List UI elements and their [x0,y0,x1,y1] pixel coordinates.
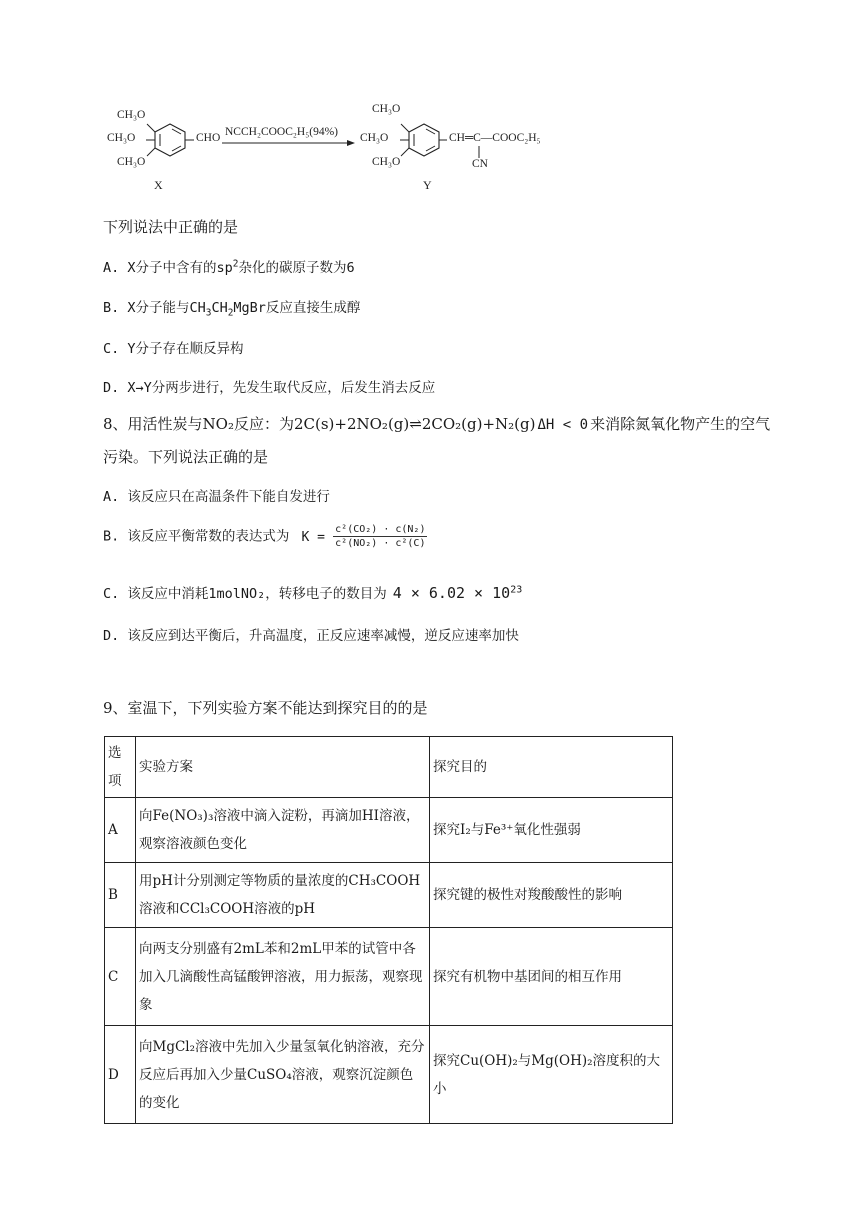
x-label: X [154,178,163,192]
x-methoxy-mid: CH₃O [107,132,136,144]
table-row: C 向两支分别盛有2mL苯和2mL甲苯的试管中各加入几滴酸性高锰酸钾溶液，用力振荡，观察现象 探究有机物中基团间的相互作用 [105,928,673,1026]
table-row: A 向Fe(NO₃)₃溶液中滴入淀粉，再滴加HI溶液，观察溶液颜色变化 探究I₂与Fe³⁺氧化性强弱 [105,798,673,863]
reaction-bonds [0,0,860,200]
q9-stem: 9、室温下，下列实验方案不能达到探究目的的是 [103,699,428,717]
y-side-chain: CH═C—COOC₂H₅ [449,132,541,144]
q8-stem-line2: 污染。下列说法正确的是 [103,448,269,466]
experiment-table [104,736,673,1124]
q8-option-b: B. 该反应平衡常数的表达式为 K = $\frac{\text{c²(CO₂) · c(N₂)}}{\text{c²(NO₂) · c²(C)}}$ [103,524,426,549]
q7-option-d: D. X→Y分两步进行，先发生取代反应，后发生消去反应 [103,380,436,396]
q8-stem-line1: 8、用活性炭与NO₂反应：为2C(s)+2NO₂(g)⇌2CO₂(g)+N₂(g) ΔH < 0 来消除氮氧化物产生的空气 [103,415,771,433]
x-methoxy-top: CH₃O [117,109,146,121]
table-header-row [105,737,673,798]
q7-option-c: C. Y分子存在顺反异构 [103,341,244,357]
header-plan: 实验方案 [136,737,430,798]
y-methoxy-mid: CH₃O [360,132,389,144]
y-methoxy-top: CH₃O [372,103,401,115]
q8-option-c: C. 该反应中消耗1molNO₂，转移电子的数目为 $4 \times 6.02 \times 10^{23}$ [103,584,523,602]
table-row: B 用pH计分别测定等物质的量浓度的CH₃COOH溶液和CCl₃COOH溶液的pH 探究键的极性对羧酸酸性的影响 [105,863,673,928]
q8-option-d: D. 该反应到达平衡后，升高温度，正反应速率减慢，逆反应速率加快 [103,628,519,644]
y-cyano: CN [472,158,488,170]
equilibrium-fraction: $\frac{\text{c²(CO₂) · c(N₂)}}{\text{c²(NO₂) · c²(C)}}$ [335,524,426,549]
reagent-label: NCCH₂COOC₂H₅(94%) [225,126,338,138]
x-methoxy-bottom: CH₃O [117,156,146,168]
x-aldehyde: CHO [196,132,221,144]
q7-stem: 下列说法中正确的是 [103,218,239,236]
y-methoxy-bottom: CH₃O [372,156,401,168]
q8-option-a: A. 该反应只在高温条件下能自发进行 [103,489,330,505]
header-goal: 探究目的 [430,737,673,798]
table-row: D 向MgCl₂溶液中先加入少量氢氧化钠溶液，充分反应后再加入少量CuSO₄溶液，观察沉淀颜色的变化 探究Cu(OH)₂与Mg(OH)₂溶度积的大小 [105,1026,673,1124]
q7-option-a: A. X分子中含有的$sp^2$杂化的碳原子数为6 [103,258,355,276]
y-label: Y [423,178,432,192]
header-option: 选项 [105,737,136,798]
q7-option-b: B. X分子能与$CH_3CH_2MgBr$反应直接生成醇 [103,300,361,319]
